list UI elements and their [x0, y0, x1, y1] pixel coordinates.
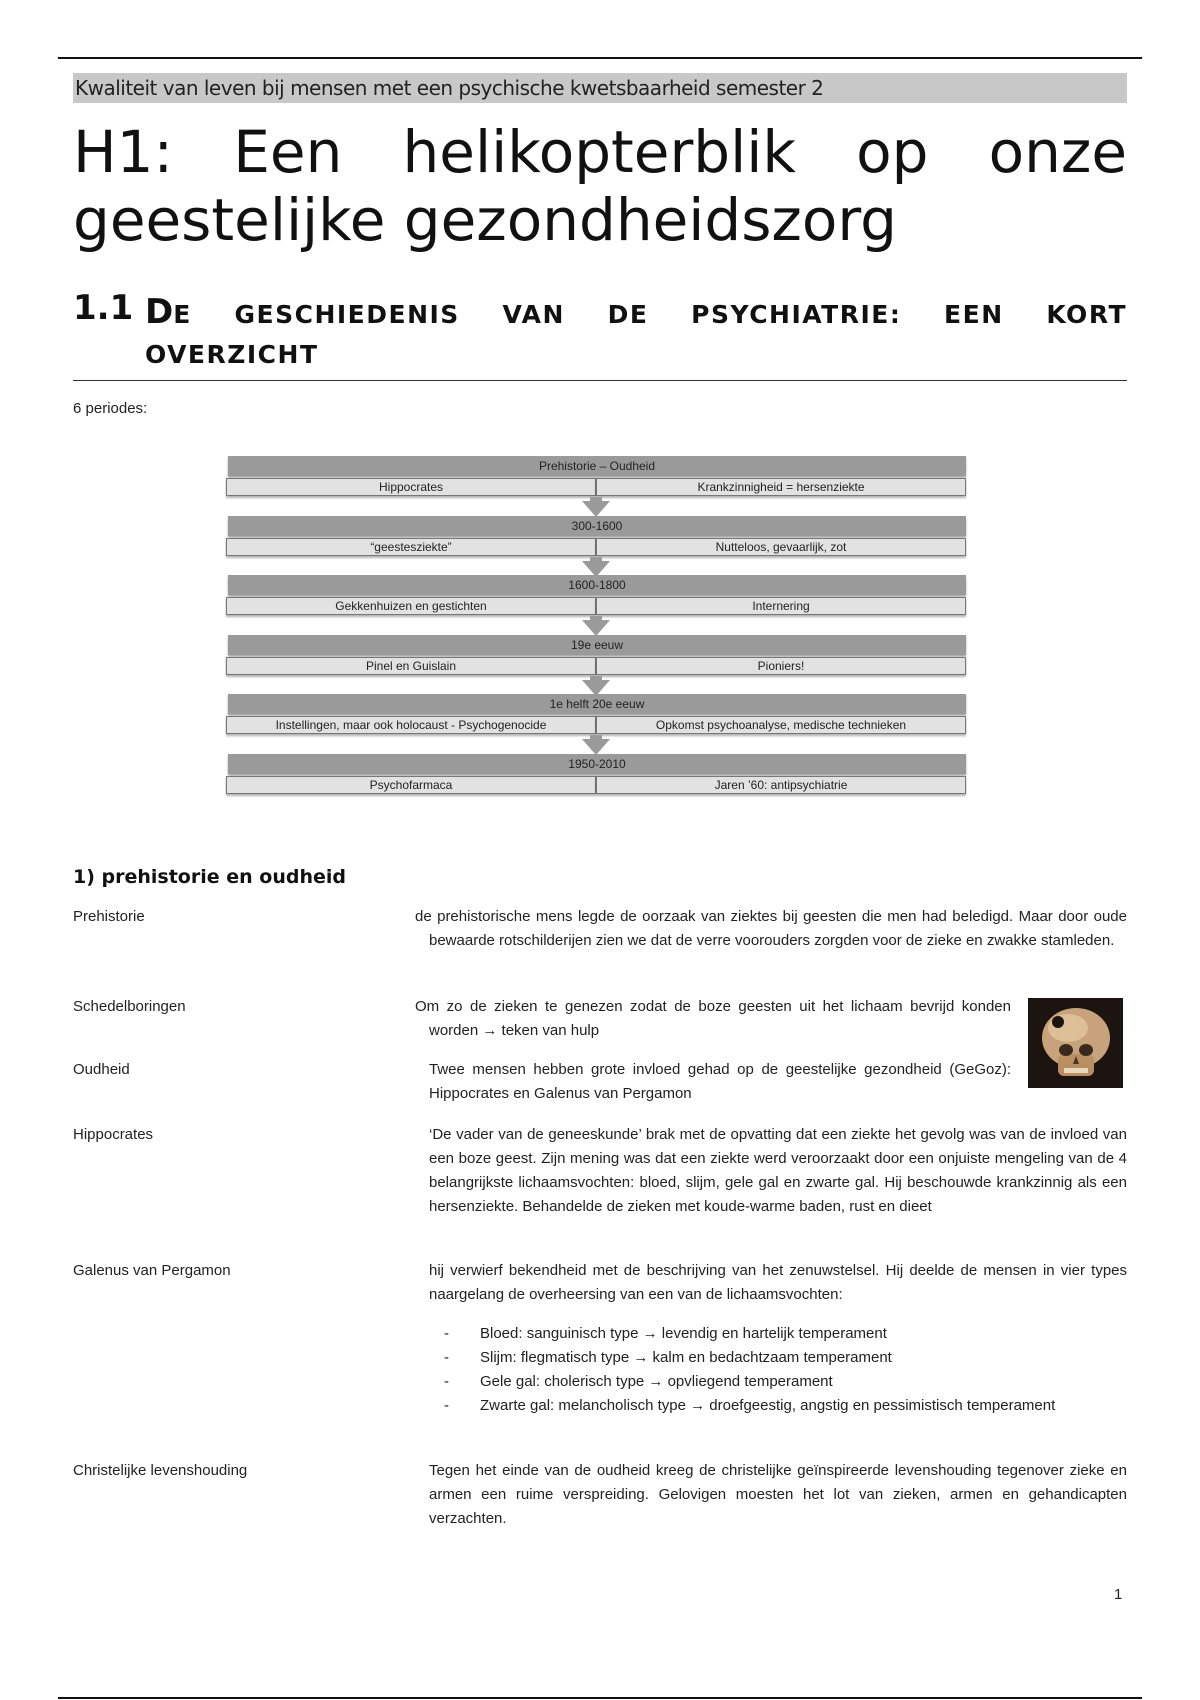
section-word: PSYCHIATRIE: — [691, 300, 902, 329]
timeline-cell-right: Pioniers! — [596, 657, 966, 675]
timeline-period-head: 1950-2010 — [228, 754, 966, 774]
timeline-cell-left: Pinel en Guislain — [226, 657, 596, 675]
desc-hippocrates: ‘De vader van de geneeskunde’ brak met de opvatting dat een ziekte het gevolg was van de invloed van een boze geest. Zijn mening was dat een ziekte werd veroorzaakt door een onjuiste mengeling van de 4 belangrijkste lichaamsvochten: bloed, slijm, gele gal en zwarte gal. Hij beschouwde krankzinnig als een hersenziekte. Behandelde de zieken met koude-warme baden, rust en dieet — [429, 1126, 1127, 1215]
timeline-period-head: 19e eeuw — [228, 635, 966, 655]
term-prehistorie: Prehistorie — [73, 908, 145, 925]
list-item: - Bloed: sanguinisch type → levendig en hartelijk temperament — [444, 1325, 887, 1342]
section-word: VAN — [502, 300, 565, 329]
section-heading-line1 — [145, 292, 1127, 332]
timeline-cell-left: Gekkenhuizen en gestichten — [226, 597, 596, 615]
humors-list — [440, 1322, 1055, 1418]
chapter-title-line1 — [73, 118, 1127, 186]
chapter-title-line2: geestelijke gezondheidszorg — [73, 186, 897, 254]
section-word: KORT — [1046, 300, 1127, 329]
desc-oudheid: Twee mensen hebben grote invloed gehad op de geestelijke gezondheid (GeGoz): Hippocrates en Galenus van Pergamon — [429, 1061, 1011, 1102]
chapter-word: op — [856, 118, 929, 186]
term-galenus: Galenus van Pergamon — [73, 1262, 231, 1279]
timeline-cell-right: Opkomst psychoanalyse, medische technieken — [596, 716, 966, 734]
timeline-period-row — [226, 776, 966, 794]
timeline-period-row — [226, 716, 966, 734]
timeline-period-head: 1600-1800 — [228, 575, 966, 595]
desc-christelijk: Tegen het einde van de oudheid kreeg de christelijke geïnspireerde levenshouding tegenover zieke en armen een ruime verspreiding. Gelovigen moesten het lot van zieken, armen en gehandicapten verzachten. — [429, 1462, 1127, 1527]
chapter-word: Een — [233, 118, 343, 186]
timeline-period-row — [226, 597, 966, 615]
top-rule — [58, 57, 1142, 59]
subsection-title: 1) prehistorie en oudheid — [73, 866, 346, 888]
timeline-period-head: 1e helft 20e eeuw — [228, 694, 966, 714]
section-rule — [73, 380, 1127, 381]
term-hippocrates: Hippocrates — [73, 1126, 154, 1143]
desc-schedelboringen: Om zo de zieken te genezen zodat de boze geesten uit het lichaam bevrijd konden worden → teken van hulp — [415, 998, 1011, 1039]
term-schedelboringen: Schedelboringen — [73, 998, 186, 1015]
chapter-word: H1: — [73, 118, 174, 186]
timeline-period-row — [226, 538, 966, 556]
history-timeline — [226, 456, 966, 798]
trepanned-skull-image — [1028, 998, 1123, 1088]
desc-prehistorie: de prehistorische mens legde de oorzaak van ziektes bij geesten die men had beledigd. Maar door oude bewaarde rotschilderijen zien we dat de verre voorouders zorgden voor de zieke en zwakke stamleden. — [415, 908, 1127, 949]
timeline-period-head: Prehistorie – Oudheid — [228, 456, 966, 476]
running-header: Kwaliteit van leven bij mensen met een psychische kwetsbaarheid semester 2 — [73, 73, 1127, 103]
section-number: 1.1 — [73, 288, 134, 328]
timeline-cell-right: Krankzinnigheid = hersenziekte — [596, 478, 966, 496]
list-item: - Zwarte gal: melancholisch type → droefgeestig, angstig en pessimistisch temperament — [444, 1397, 1056, 1414]
timeline-period-row — [226, 478, 966, 496]
chapter-word: onze — [988, 118, 1127, 186]
timeline-cell-right: Nutteloos, gevaarlijk, zot — [596, 538, 966, 556]
list-item: - Gele gal: cholerisch type → opvliegend temperament — [444, 1373, 833, 1390]
timeline-period-head: 300-1600 — [228, 516, 966, 536]
section-word: GESCHIEDENIS — [234, 300, 460, 329]
bottom-rule — [58, 1697, 1142, 1699]
timeline-cell-left: Hippocrates — [226, 478, 596, 496]
timeline-cell-right: Jaren ’60: antipsychiatrie — [596, 776, 966, 794]
periods-label: 6 periodes: — [73, 400, 148, 417]
section-heading-line2: OVERZICHT — [145, 340, 319, 369]
chapter-word: helikopterblik — [402, 118, 796, 186]
timeline-cell-left: “geestesziekte” — [226, 538, 596, 556]
timeline-cell-right: Internering — [596, 597, 966, 615]
section-word: EEN — [944, 300, 1004, 329]
timeline-cell-left: Instellingen, maar ook holocaust - Psychogenocide — [226, 716, 596, 734]
timeline-cell-left: Psychofarmaca — [226, 776, 596, 794]
chapter-title — [73, 118, 1127, 254]
term-christelijk: Christelijke levenshouding — [73, 1462, 248, 1479]
section-word: DE — [145, 292, 192, 332]
section-word: DE — [607, 300, 649, 329]
desc-galenus: hij verwierf bekendheid met de beschrijving van het zenuwstelsel. Hij deelde de mensen in vier types naargelang de overheersing van een van de lichaamsvochten: — [429, 1262, 1127, 1303]
timeline-period-row — [226, 657, 966, 675]
page-number: 1 — [1114, 1586, 1123, 1603]
term-oudheid: Oudheid — [73, 1061, 130, 1078]
list-item: - Slijm: flegmatisch type → kalm en bedachtzaam temperament — [444, 1349, 892, 1366]
